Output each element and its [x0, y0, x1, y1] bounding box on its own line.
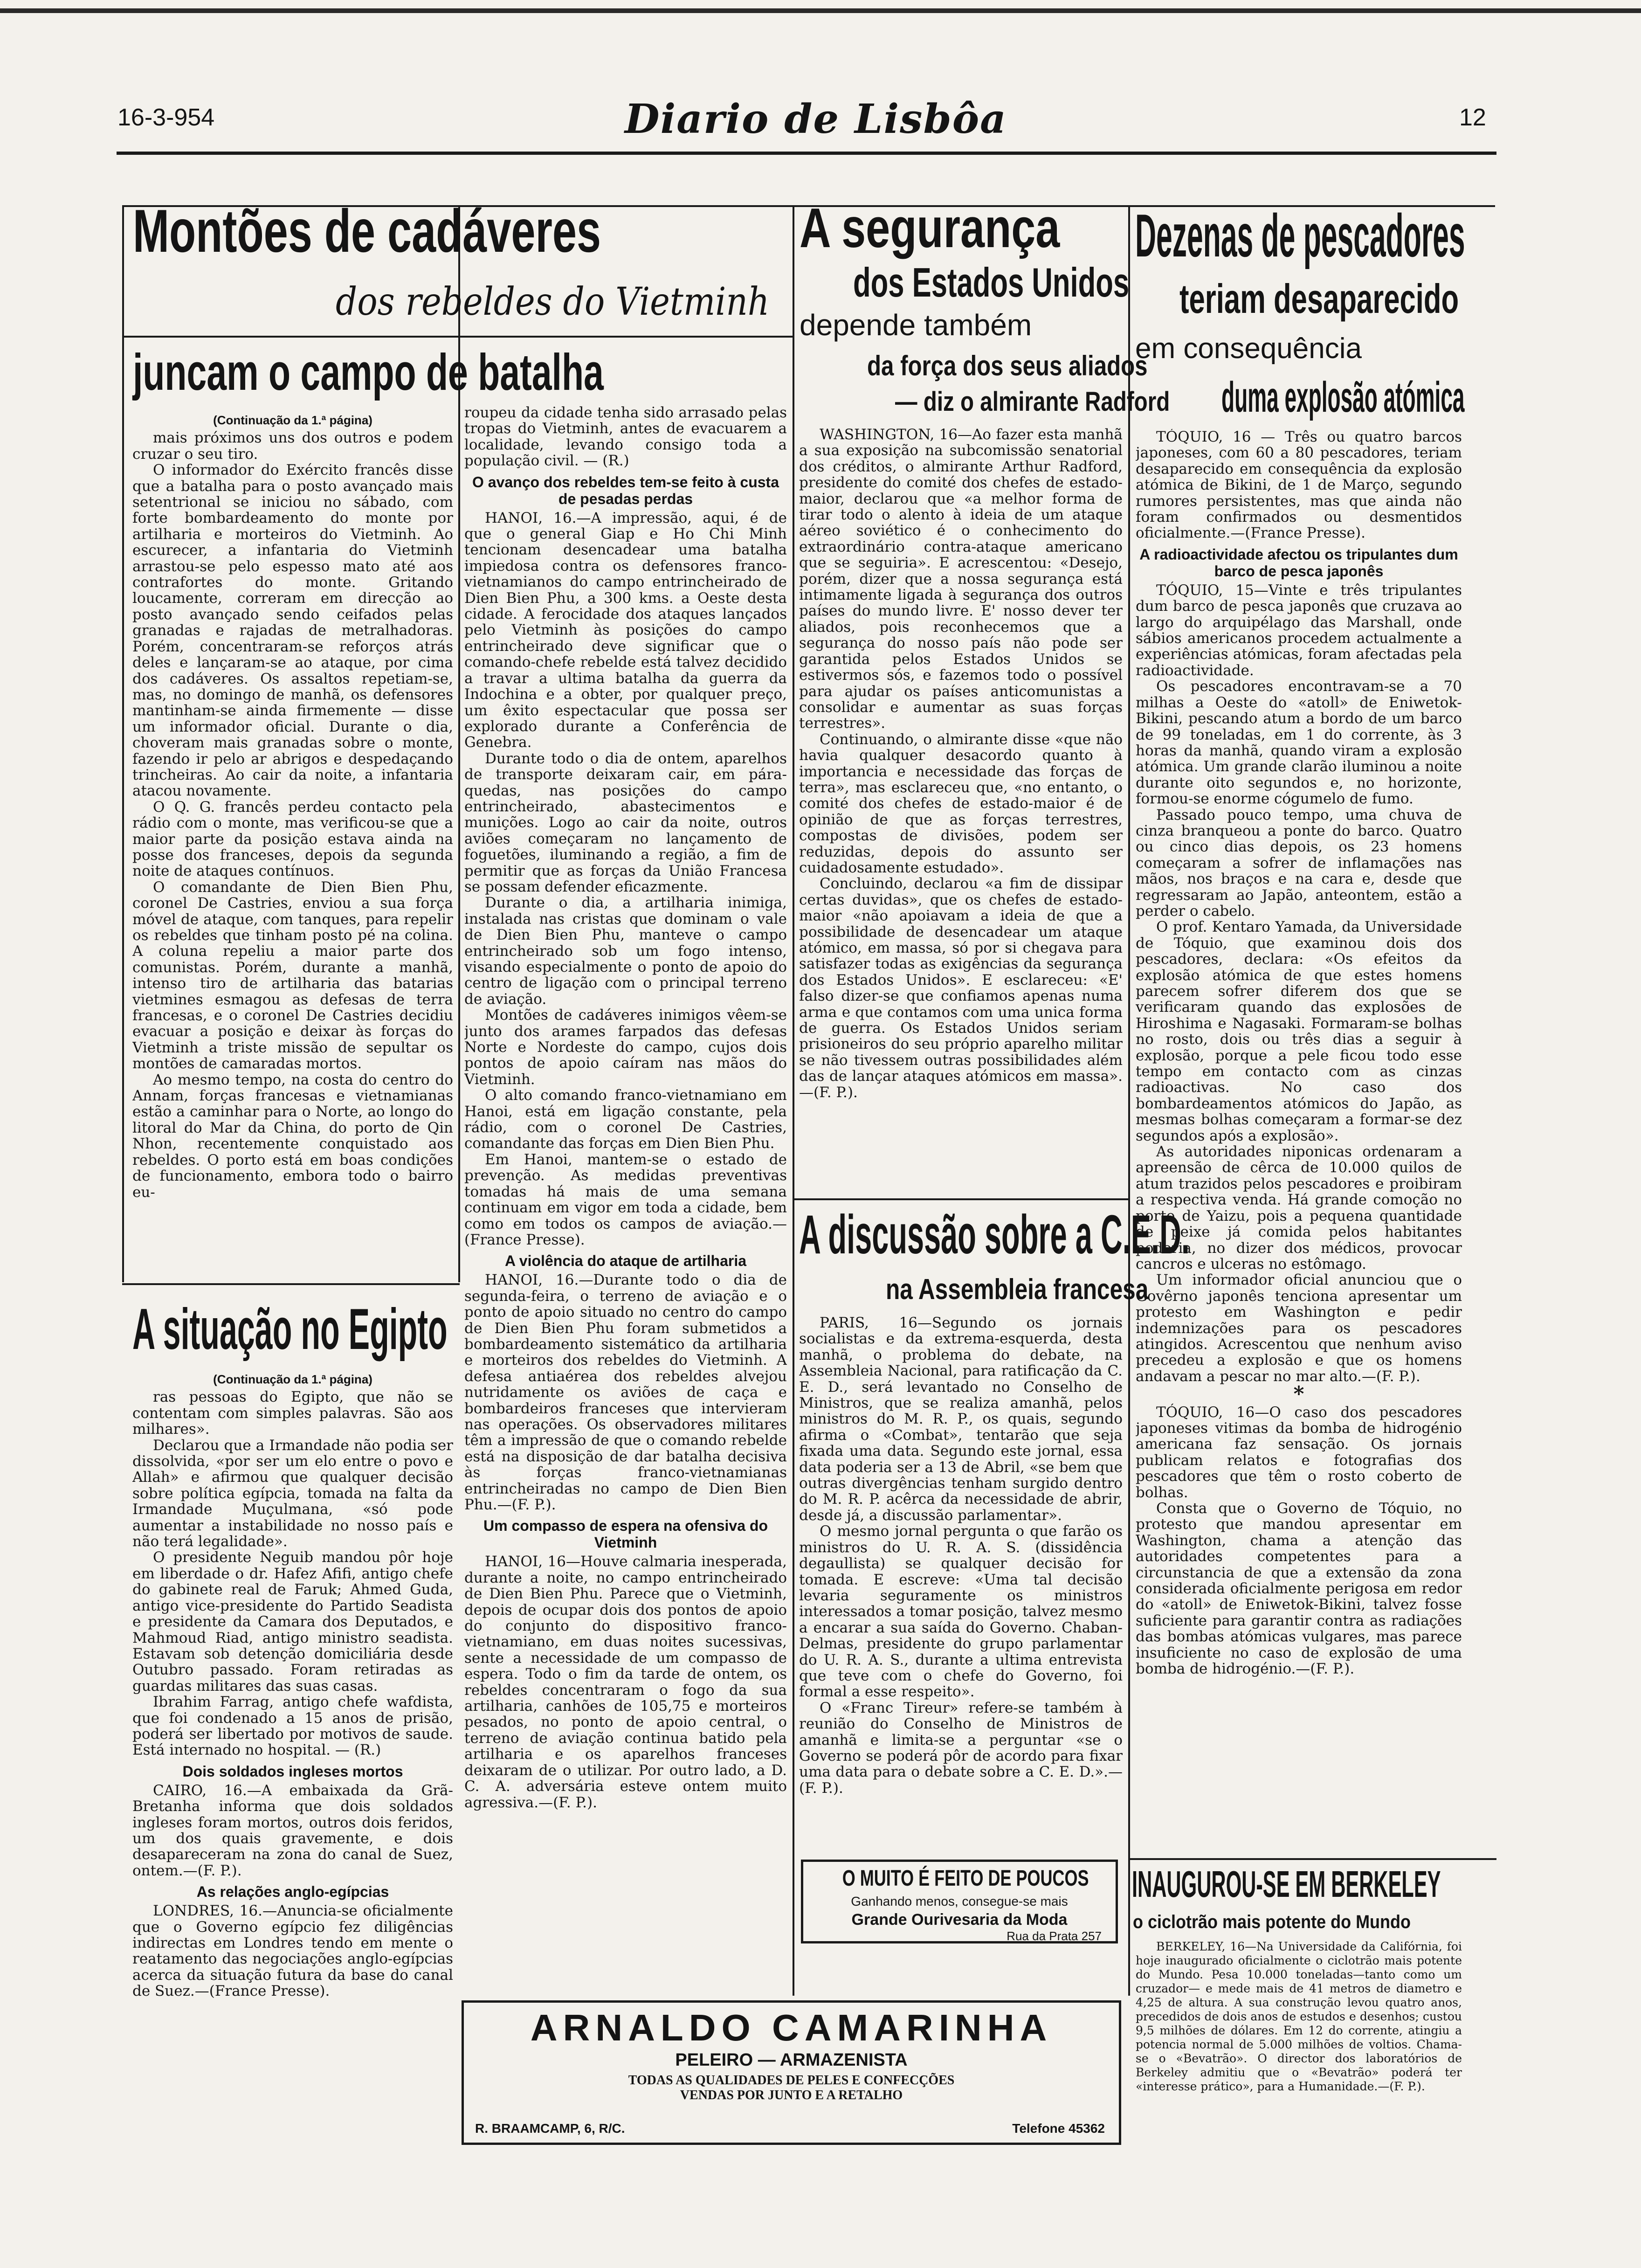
paragraph: O prof. Kentaro Yamada, da Universidade de Tóquio, que examinou dois dos pescadores, declara: «Os efeitos da explosão atómica de que estes homens parecem sofrer diferem dos que se verificaram quando das explosões de Hiroshima e Nagasaki. Formaram-se bolhas no rosto, dois ou três dias a seguir à explosão, porque a pele ficou todo esse tempo em contacto com as cinzas radioactivas. No caso dos bombardeamentos atómicos do Japão, as mesmas bolhas começaram a formar-se dez segundos após a explosão».	[1136, 919, 1462, 1144]
main-headline-line2: dos rebeldes do Vietminh	[336, 280, 770, 324]
masthead-rule	[117, 152, 1496, 155]
headline-rule	[122, 336, 793, 338]
article-egypt	[132, 1369, 453, 2129]
fishermen-headline-line3: em consequência	[1135, 332, 1362, 365]
paragraph: As autoridades niponicas ordenaram a apreensão de cêrca de 10.000 quilos de atum trazidos pelos pescadores e proibiram a respectiva venda. Há grande comoção no porto de Yaizu, pois a pequena quantidade de peixe já comida pelos habitantes poderia, no dizer dos médicos, provocar cancros e ulceras no estômago.	[1136, 1143, 1462, 1272]
top-border-line	[0, 8, 1641, 13]
paragraph: roupeu da cidade tenha sido arrasado pelas tropas do Vietminh, antes de evacuarem a localidade, levando consigo toda a população civil. — (R.)	[464, 405, 787, 470]
paragraph: O presidente Neguib mandou pôr hoje em liberdade o dr. Hafez Afifi, antigo chefe do gabinete real de Faruk; Ahmed Guda, antigo vice-presidente do Partido Seadista e presidente da Camara dos Deputados, e Mahmoud Riad, antigo ministro seadista. Estavam sob detenção domiciliária desde Outubro passado. Foram retiradas as guardas militares das suas casas.	[132, 1549, 453, 1694]
radford-headline-line1: A segurança	[800, 197, 1060, 259]
paragraph: Os pescadores encontravam-se a 70 milhas a Oeste do «atoll» de Eniwetok-Bikini, pescando atum a bordo de um barco de 99 toneladas, em 1 do corrente, às 3 horas da manhã, quando viram a explosão atómica. Um grande clarão iluminou a noite durante oito segundos e, no horizonte, formou-se enorme cógumelo de fumo.	[1136, 678, 1462, 808]
berkeley-subheadline: o ciclotrão mais potente do Mundo	[1133, 1912, 1411, 1932]
paragraph: Declarou que a Irmandade não podia ser dissolvida, «por ser um elo entre o povo e Allah» e afirmou que qualquer decisão sobre política egípcia, tomada na falta da Irmandade Muçulmana, «só pode aumentar a instabilidade no nosso país e não terá legalidade».	[132, 1437, 453, 1550]
continuation-note: (Continuação da 1.ª página)	[213, 413, 372, 427]
paragraph: ras pessoas do Egipto, que não se contentam com simples palavras. São aos milhares».	[132, 1389, 453, 1438]
article-vietminh-col2	[464, 405, 787, 1990]
paragraph: Continuando, o almirante disse «que não havia qualquer desacordo quanto à importancia e necessidade das forças de terra», mas esclareceu que, «no entanto, o comité dos chefes de estado-maior é de opinião de que as forças terrestres, compostas de divisões, podem ser reduzidas, depois do assunto ser cuidadosamente estudado».	[799, 731, 1123, 876]
subheading: A violência do ataque de artilharia	[504, 1252, 747, 1270]
ad-company-name: ARNALDO CAMARINHA	[530, 2007, 1053, 2048]
ad-line1: TODAS AS QUALIDADES DE PELES E CONFECÇÕES	[628, 2073, 955, 2088]
paragraph: PARIS, 16—Segundo os jornais socialistas e da extrema-esquerda, desta manhã, o problema do debate, na Assembleia Nacional, para ratificação da C. E. D., será levantado no Conselho de Ministros, que se realiza amanhã, pelos ministros do M. R. P., os quais, segundo afirma o «Combat», tentarão que seja fixada uma data. Segundo este jornal, essa data poderia ser a 13 de Abril, «se bem que outras divergências tenham surgido dentro do M. R. P. acêrca da necessidade de abrir, desde já, a discussão parlamentar».	[799, 1315, 1123, 1524]
fishermen-headline-line2: teriam desaparecido	[1179, 276, 1459, 322]
paragraph: Ibrahim Farrag, antigo chefe wafdista, que foi condenado a 15 anos de prisão, poderá ser libertado por motivos de saude. Está internado no hospital. — (R.)	[132, 1694, 453, 1759]
ad-phone: Telefone 45362	[1012, 2121, 1105, 2136]
paragraph: BERKELEY, 16—Na Universidade da Califórnia, foi hoje inaugurado oficialmente o ciclotrão mais potente do Mundo. Pesa 10.000 toneladas—tanto como um cruzador— e mede mais de 41 metros de diametro e 4,25 de altura. A sua construção levou quatro anos, precedidos de dois anos de estudos e desenhos; custou 9,5 milhões de dólares. Em 12 do corrente, atingiu a potencia normal de 5.000 milhões de voltios. Chama-se o «Bevatrão». O director dos laboratórios de Berkeley admitiu que o «Bevatrão» poderá ter «interesse prático», para a Humanidade.—(F. P.).	[1136, 1940, 1462, 2093]
section-rule	[793, 1198, 1129, 1200]
radford-headline-line2: dos Estados Unidos	[853, 259, 1130, 305]
paragraph: Durante o dia, a artilharia inimiga, instalada nas cristas que dominam o vale de Dien Bien Phu, manteve o campo entrincheirado sob um fogo intenso, visando especialmente o ponto de apoio do centro de ligação com o principal terreno de aviação.	[464, 894, 787, 1008]
paragraph: Durante todo o dia de ontem, aparelhos de transporte deixaram cair, em pára-quedas, nas posições do campo entrincheirado, abastecimentos e munições. Logo ao cair da noite, outros aviões começaram no lançamento de foguetões, iluminando a região, a fim de permitir que as forças da União Francesa se possam defender eficazmente.	[464, 750, 787, 895]
radford-headline-line4: da força dos seus aliados	[867, 350, 1148, 381]
paragraph: Passado pouco tempo, uma chuva de cinza branqueou a ponte do barco. Quatro ou cinco dias depois, os 23 homens começaram a sofrer de inflamações nas mãos, nos braços e na cara e, desde que regressaram ao Japão, anteontem, estão a perder o cabelo.	[1136, 806, 1462, 920]
subheading: A radioactividade afectou os tripulantes dum barco de pesca japonês	[1139, 546, 1458, 580]
subheading: O avanço dos rebeldes tem-se feito à custa de pesadas perdas	[472, 473, 779, 507]
paragraph: O mesmo jornal pergunta o que farão os ministros do U. R. A. S. (dissidência degaullista) se qualquer decisão for tomada. E escreve: «Uma tal decisão levaria seguramente os ministros interessados a tomar posição, talvez mesmo a encarar a sua saída do Governo. Chaban-Delmas, presidente do grupo parlamentar do U. R. A. S., durante a ultima entrevista que teve com o chefe do Governo, foi formal a esse respeito».	[799, 1523, 1123, 1701]
section-rule	[1128, 1858, 1496, 1860]
paragraph: HANOI, 16.—Durante todo o dia de segunda-feira, o terreno de aviação e o ponto de apoio situado no centro do campo de Dien Bien Phu foram submetidos a bombardeamento sistemático da artilharia e morteiros dos rebeldes do Vietminh. A defesa antiaérea dos rebeldes alvejou nutridamente os aviões de caça e bombardeiros franceses que intervieram nas operações. Os observadores militares têm a impressão de que o comando rebelde está na disposição de dar batalha decisiva às forças franco-vietnamianas entrincheiradas no campo de Dien Bien Phu.—(F. P.).	[464, 1272, 787, 1513]
paragraph: WASHINGTON, 16—Ao fazer esta manhã a sua exposição na subcomissão senatorial dos créditos, o almirante Arthur Radford, presidente do comité dos chefes de estado-maior, declarou que «a melhor forma de tirar todo o alento à ideia de um ataque aéreo soviético é o conhecimento do extraordinário contra-ataque americano que se seguiria». E acrescentou: «Desejo, porém, dizer que a nossa segurança está intimamente ligada à segurança dos outros países do mundo livre. E' nosso dever ter aliados, pois reconhecemos que a segurança do nosso país não pode ser garantida pelos Estados Unidos se estivermos sós, e fazemos todo o possível para ajudar os países anticomunistas a consolidar e aumentar as suas forças terrestres».	[799, 427, 1123, 732]
berkeley-headline: INAUGUROU-SE EM BERKELEY	[1132, 1863, 1441, 1905]
page-number: 12	[1459, 104, 1486, 131]
column-rule	[1128, 205, 1130, 1996]
subheading: Um compasso de espera na ofensiva do Vietminh	[483, 1517, 768, 1551]
ad-arnaldo-camarinha	[462, 2000, 1121, 2145]
paragraph: Montões de cadáveres inimigos vêem-se junto dos arames farpados das defesas Norte e Nordeste do campo, cujos dois pontos de apoio caíram nas mãos do Vietminh.	[464, 1007, 787, 1088]
article-radford	[799, 427, 1123, 1191]
main-headline-line1: Montões de cadáveres	[133, 197, 601, 265]
radford-headline-line5: — diz o almirante Radford	[895, 387, 1170, 417]
paragraph: Concluindo, declarou «a fim de dissipar certas duvidas», que os chefes de estado-maior «não apoiavam a ideia de que a possibilidade de desencadear um ataque atómico, em massa, só por si chegava para satisfazer todas as exigências da segurança dos Estados Unidos». E esclareceu: «E' falso dizer-se que confiamos apenas numa arma e que contamos com uma unica forma de guerra. Os Estados Unidos seriam prisioneiros do seu próprio aparelho militar se não tivessem outras possibilidades além das de lançar ataques atómicos em massa».—(F. P.).	[799, 875, 1123, 1101]
fishermen-headline-line4: duma explosão atómica	[1221, 373, 1465, 421]
paragraph: TÓQUIO, 16—O caso dos pescadores japoneses vitimas da bomba de hidrogénio americana faz sensação. Os jornais publicam relatos e fotografias dos pescadores que têm o rosto coberto de bolhas.	[1136, 1404, 1462, 1501]
ad-tagline: Ganhando menos, consegue-se mais	[851, 1894, 1068, 1908]
main-headline-line3: juncam o campo de batalha	[133, 344, 604, 401]
paragraph: HANOI, 16—Houve calmaria inesperada, durante a noite, no campo entrincheirado de Dien Bien Phu. Parece que o Vietminh, depois de ocupar dois dos pontos de apoio do conjunto do dispositivo franco-vietnamiano, em duas noites sucessivas, sente a necessidade de um compasso de espera. Todo o fim da tarde de ontem, os rebeldes concentraram o fogo da sua artilharia, canhões de 105,75 e morteiros pesados, no ponto de apoio central, o terreno de aviação continua batido pela artilharia e os aparelhos franceses deixaram de o utilizar. Por outro lado, a D. C. A. adversária esteve ontem muito agressiva.—(F. P.).	[464, 1553, 787, 1811]
paragraph: LONDRES, 16.—Anuncia-se oficialmente que o Governo egípcio fez diligências indirectas em Londres tendo em mente o reatamento das negociações anglo-egípcias acerca da situação futura da base do canal de Suez.—(France Presse).	[132, 1902, 453, 2000]
subheading: Dois soldados ingleses mortos	[182, 1763, 403, 1780]
ad-address: R. BRAAMCAMP, 6, R/C.	[475, 2121, 625, 2136]
paragraph: O informador do Exército francês disse que a batalha para o posto avançado mais setentrional se iniciou no sábado, com forte bombardeamento do monte por artilharia e morteiros do Vietminh. Ao escurecer, a infantaria do Vietminh arrastou-se pelo espesso mato até aos contrafortes do monte. Gritando loucamente, correram em direcção ao posto avançado sendo ceifados pelas granadas e rajadas de metralhadoras. Porém, concentraram-se reforços atrás deles e lançaram-se ao ataque, por cima dos cadáveres. Os assaltos repetiam-se, mas, no domingo de manhã, os defensores mantinham-se ainda firmemente — disse um informador oficial. Durante o dia, choveram mais granadas sobre o monte, fazendo ir pelo ar abrigos e despedaçando trincheiras. Ao cair da noite, a infantaria atacou novamente.	[132, 462, 453, 800]
column-rule	[793, 205, 794, 1996]
paragraph: Em Hanoi, mantem-se o estado de prevenção. As medidas preventivas tomadas há mais de uma semana continuam em vigor em toda a cidade, bem como em todos os campos de aviação.—(France Presse).	[464, 1151, 787, 1248]
ad-trade: PELEIRO — ARMAZENISTA	[675, 2050, 908, 2070]
ad-store-name: Grande Ourivesaria da Moda	[851, 1911, 1068, 1929]
article-vietminh-col1	[132, 409, 453, 1277]
ced-headline: A discussão sobre a C.E.D.	[799, 1204, 1190, 1265]
section-rule	[122, 1283, 460, 1285]
article-ced	[799, 1315, 1123, 1842]
continuation-note: (Continuação da 1.ª página)	[213, 1372, 372, 1386]
separator-star: *	[1293, 1382, 1304, 1406]
paragraph: Um informador oficial anunciou que o Govêrno japonês tenciona apresentar um protesto em Washington e pedir indemnizações para os pescadores atingidos. Acrescentou que nenhum aviso precedeu a explosão e que os homens andavam a pescar no mar alto.—(F. P.).	[1136, 1272, 1462, 1385]
ced-subheadline: na Assembleia francesa	[886, 1273, 1149, 1306]
ad-line2: VENDAS POR JUNTO E A RETALHO	[680, 2088, 903, 2102]
ad-ourivesaria	[801, 1860, 1118, 1943]
paragraph: HANOI, 16.—A impressão, aqui, é de que o general Giap e Ho Chi Minh tencionam desencadear uma batalha impiedosa contra os defensores franco-vietnamianos do campo entrincheirado de Dien Bien Phu, a 300 kms. a Oeste desta cidade. A ferocidade dos ataques lançados pelo Vietminh às posições do campo entrincheirado deve significar que o comando-chefe rebelde está talvez decidido a travar a ultima batalha da guerra da Indochina e a obter, por qualquer preço, um êxito espectacular que possa ser explorado durante a Conferência de Genebra.	[464, 509, 787, 751]
paragraph: CAIRO, 16.—A embaixada da Grã-Bretanha informa que dois soldados ingleses foram mortos, outros dois feridos, um dos quais gravemente, e dois desapareceram na zona do canal de Suez, ontem.—(F. P.).	[132, 1782, 453, 1879]
subheading: As relações anglo-egípcias	[196, 1883, 389, 1901]
paragraph: TÓQUIO, 16 — Três ou quatro barcos japoneses, com 60 a 80 pescadores, teriam desaparecido em consequência da explosão atómica de Bikini, de 1 de Março, segundo rumores persistentes, mas que ainda não foram confirmados ou desmentidos oficialmente.—(France Presse).	[1136, 429, 1462, 542]
ad-slogan: O MUITO É FEITO DE POUCOS	[842, 1866, 1089, 1891]
article-fishermen	[1136, 429, 1462, 1716]
paragraph: TÓQUIO, 15—Vinte e três tripulantes dum barco de pesca japonês que cruzava ao largo do arquipélago das Marshall, onde sábios americanos procedem actualmente a experiências atómicas, foram afectadas pela radioactividade.	[1136, 581, 1462, 679]
column-rule	[122, 205, 124, 1282]
paragraph: O alto comando franco-vietnamiano em Hanoi, está em ligação constante, pela rádio, com o coronel De Castries, comandante das forças em Dien Bien Phu.	[464, 1087, 787, 1152]
paragraph: mais próximos uns dos outros e podem cruzar o seu tiro.	[132, 429, 453, 463]
issue-date: 16-3-954	[117, 104, 215, 131]
fishermen-headline-line1: Dezenas de pescadores	[1135, 201, 1465, 270]
paragraph: O comandante de Dien Bien Phu, coronel De Castries, enviou a sua força móvel de ataque, com tanques, para repelir os rebeldes que tinham posto pé na colina. A coluna repeliu a maior parte dos comunistas. Porém, durante a manhã, intenso tiro de artilharia das batarias vietmines esmagou as defesas de terra francesas, e o coronel De Castries decidiu evacuar a posição e deixar às forças do Vietminh a triste missão de sepultar os montões de camaradas mortos.	[132, 878, 453, 1072]
egypt-headline: A situação no Egipto	[132, 1297, 448, 1362]
paragraph: O «Franc Tireur» refere-se também à reunião do Conselho de Ministros de amanhã e limita-se a perguntar «se o Governo se poderá pôr de acordo para fixar uma data para o debate sobre a C. E. D.».—(F. P.).	[799, 1699, 1123, 1797]
paragraph: Ao mesmo tempo, na costa do centro do Annam, forças francesas e vietnamianas estão a caminhar para o Norte, ao longo do litoral do Mar da China, do porto de Qin Nhon, recentemente conquistado aos rebeldes. O porto está em boas condições de funcionamento, embora todo o bairro eu-	[132, 1071, 453, 1201]
article-berkeley	[1136, 1940, 1462, 2201]
newspaper-title: Diario de Lisbôa	[625, 96, 1007, 143]
paragraph: Consta que o Governo de Tóquio, no protesto que mandou apresentar em Washington, chama a atenção das autoridades competentes para a circunstancia de que a extensão da zona considerada oficialmente perigosa em redor do «atoll» de Eniwetok-Bikini, talvez fosse suficiente para garantir contra as radiações das bombas atómicas vulgares, mas parece insuficiente no caso de explosão de uma bomba de hidrogénio.—(F. P.).	[1136, 1500, 1462, 1678]
radford-headline-line3: depende também	[800, 308, 1032, 342]
ad-store-address: Rua da Prata 257	[1007, 1929, 1102, 1943]
paragraph: O Q. G. francês perdeu contacto pela rádio com o monte, mas verificou-se que a maior parte da posição estava ainda na posse dos franceses, depois da segunda noite de ataques contínuos.	[132, 798, 453, 880]
